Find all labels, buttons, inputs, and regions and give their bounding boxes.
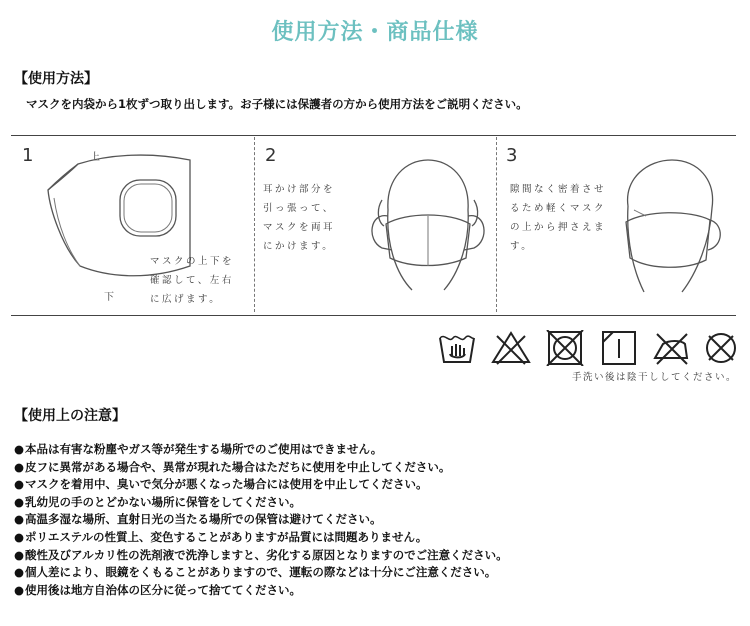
caution-item: ● 本品は有害な粉塵やガス等が発生する場所でのご使用はできません。: [14, 441, 508, 459]
step-3-number: 3: [506, 145, 518, 166]
caution-list: [14, 441, 508, 599]
line-dry-shade-icon: [599, 330, 639, 366]
step-3-line: の上から押さえま: [510, 222, 607, 233]
step-1-line: 確認して、左右: [150, 275, 234, 286]
page-title: 使用方法・商品仕様: [271, 20, 479, 45]
step-1-line: マスクの上下を: [150, 256, 235, 267]
head-side-illustration: [610, 150, 730, 300]
step-1-label-bottom: 下: [104, 292, 114, 303]
step-3-line: す。: [510, 241, 534, 252]
step-2-line: 引っ張って、: [263, 203, 335, 214]
no-dry-clean-icon: [703, 330, 739, 366]
caution-item: ● 高温多湿な場所、直射日光の当たる場所での保管は避けてください。: [14, 511, 508, 529]
step-2-line: 耳かけ部分を: [263, 184, 336, 195]
no-iron-icon: [651, 330, 691, 366]
care-note: 手洗い後は陰干ししてください。: [571, 372, 737, 383]
step-1-line: に広げます。: [150, 294, 222, 305]
caution-item: ● 使用後は地方自治体の区分に従って捨ててください。: [14, 582, 508, 600]
care-icons-row: [437, 330, 737, 370]
step-3-line: 隙間なく密着させ: [510, 184, 607, 195]
caution-item: ● 皮フに異常がある場合や、異常が現れた場合はただちに使用を中止してください。: [14, 459, 508, 477]
step-divider: [254, 137, 255, 312]
usage-heading: 【使用方法】: [14, 71, 98, 87]
step-2-number: 2: [265, 145, 277, 166]
caution-item: ● ポリエステルの性質上、変色することがありますが品質には問題ありません。: [14, 529, 508, 547]
step-2-line: マスクを両耳: [263, 222, 336, 233]
head-ear-loop-illustration: [362, 150, 492, 300]
caution-item: ● マスクを着用中、臭いで気分が悪くなった場合には使用を中止してください。: [14, 476, 508, 494]
caution-item: ● 酸性及びアルカリ性の洗剤液で洗浄しますと、劣化する原因となりますのでご注意ください。: [14, 547, 508, 565]
step-1-label-top: 上: [90, 152, 100, 163]
hand-wash-icon: [437, 330, 477, 366]
usage-instruction: マスクを内袋から1枚ずつ取り出します。お子様には保護者の方から使用方法をご説明ください。: [26, 97, 528, 111]
caution-item: ● 個人差により、眼鏡をくもることがありますので、運転の際などは十分にご注意ください。: [14, 564, 508, 582]
step-divider: [496, 137, 497, 312]
caution-item: ● 乳幼児の手のとどかない場所に保管をしてください。: [14, 494, 508, 512]
no-tumble-dry-icon: [545, 330, 585, 366]
step-1-number: 1: [22, 145, 34, 166]
no-bleach-icon: [491, 330, 531, 366]
step-3-line: るため軽くマスク: [510, 203, 607, 214]
caution-heading: 【使用上の注意】: [14, 408, 126, 424]
step-2-line: にかけます。: [263, 241, 335, 252]
